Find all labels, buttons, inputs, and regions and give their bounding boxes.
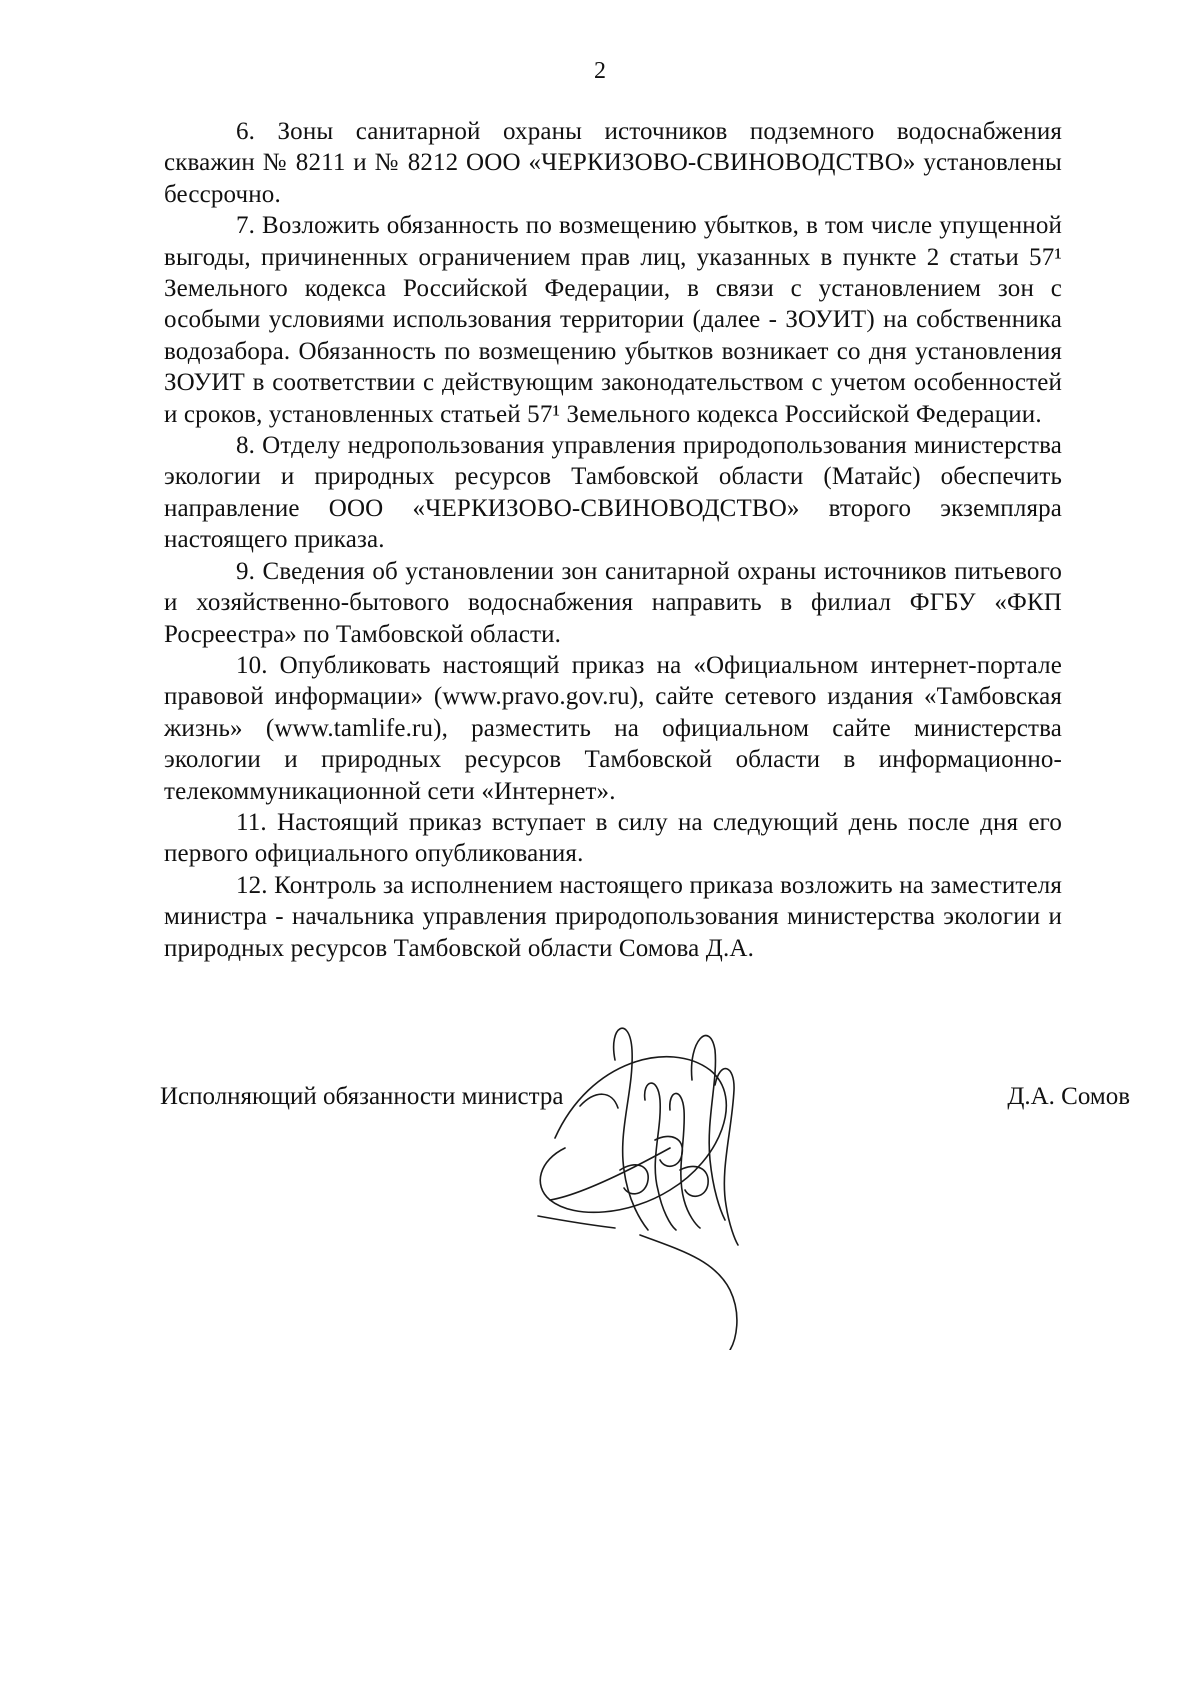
paragraph-11: 11. Настоящий приказ вступает в силу на следующий день после дня его первого официального опубликования. bbox=[164, 808, 1062, 868]
signatory-title: Исполняющий обязанности министра bbox=[160, 1083, 564, 1110]
handwritten-signature bbox=[520, 1020, 800, 1350]
paragraph-9: 9. Сведения об установлении зон санитарной охраны источников питьевого и хозяйственно-бытового водоснабжения направить в филиал ФГБУ «ФКП Росреестра» по Тамбовской области. bbox=[164, 557, 1062, 648]
page-number: 2 bbox=[594, 58, 606, 84]
paragraph-12: 12. Контроль за исполнением настоящего приказа возложить на заместителя министра - начальника управления природопользования министерства экологии и природных ресурсов Тамбовской области Сомова Д.А. bbox=[164, 871, 1062, 962]
document-body bbox=[164, 116, 1062, 964]
signatory-name: Д.А. Сомов bbox=[1007, 1083, 1130, 1110]
paragraph-10: 10. Опубликовать настоящий приказ на «Официальном интернет-портале правовой информации» (www.pravo.gov.ru), сайте сетевого издания «Тамбовская жизнь» (www.tamlife.ru), разместить на официальном сайте министерства экологии и природных ресурсов Тамбовской области в информационно-телекоммуникационной сети «Интернет». bbox=[164, 651, 1062, 805]
paragraph-7: 7. Возложить обязанность по возмещению убытков, в том числе упущенной выгоды, причиненных ограничением прав лиц, указанных в пункте 2 статьи 57¹ Земельного кодекса Российской Федерации, в связи с установлением зон с особыми условиями использования территории (далее - ЗОУИТ) на собственника водозабора. Обязанность по возмещению убытков возникает со дня установления ЗОУИТ в соответствии с действующим законодательством с учетом особенностей и сроков, установленных статьей 57¹ Земельного кодекса Российской Федерации. bbox=[164, 212, 1062, 428]
paragraph-6: 6. Зоны санитарной охраны источников подземного водоснабжения скважин № 8211 и № 8212 ООО «ЧЕРКИЗОВО-СВИНОВОДСТВО» установлены бессрочно. bbox=[164, 118, 1062, 208]
paragraph-8: 8. Отделу недропользования управления природопользования министерства экологии и природных ресурсов Тамбовской области (Матайс) обеспечить направление ООО «ЧЕРКИЗОВО-СВИНОВОДСТВО» второго экземпляра настоящего приказа. bbox=[164, 432, 1062, 554]
